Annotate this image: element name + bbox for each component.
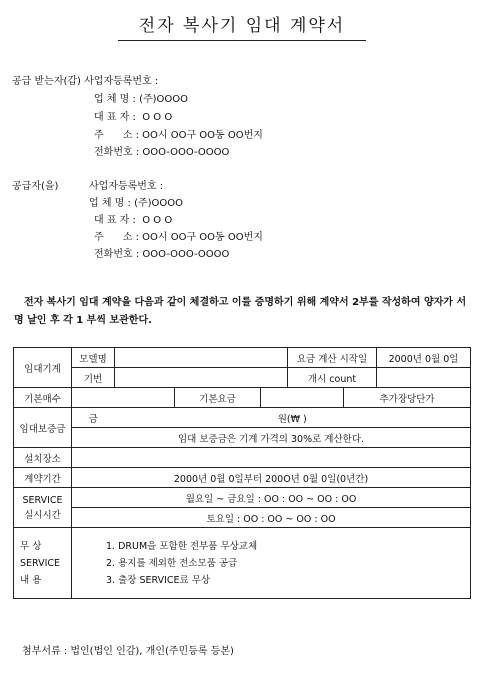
free-service-items	[72, 528, 471, 599]
document-title: 전자 복사기 임대 계약서	[118, 11, 366, 41]
saturday-hours: 토요일 : OO : OO ~ OO : OO	[72, 508, 471, 528]
attachments-note: 첨부서류 : 법인(법인 인감), 개인(주민등록 등본)	[22, 646, 234, 657]
free-service-label	[14, 528, 72, 599]
model-name-value[interactable]	[115, 348, 288, 368]
deposit-amount-value[interactable]: 원(₩ )	[115, 408, 471, 428]
service-hours-label	[14, 488, 72, 528]
supplier-heading-label: 공급자(을)	[12, 181, 59, 192]
contract-table	[13, 347, 471, 599]
supplier-address: 주 소 : OO시 OO구 OO동 OO번지	[94, 232, 263, 243]
extra-unit-price-label: 추가장당단가	[344, 388, 471, 408]
base-fee-label: 기본요금	[175, 388, 261, 408]
service-hours-label-line2: 실시시간	[24, 509, 61, 521]
unit-number-label: 기번	[72, 368, 115, 388]
supplier-phone: 전화번호 : OOO-OOO-OOOO	[94, 249, 230, 260]
deposit-amount-label: 금	[72, 408, 115, 428]
free-service-label-line3: 내 용	[20, 574, 42, 586]
supplier-company: 업 체 명 : (주)OOOO	[89, 198, 184, 209]
deposit-label: 임대보증금	[14, 408, 72, 448]
weekday-hours: 월요일 ~ 금요일 : OO : OO ~ OO : OO	[72, 488, 471, 508]
base-sheets-value[interactable]	[72, 388, 175, 408]
start-count-value[interactable]	[377, 368, 471, 388]
supplier-representative: 대 표 자 : O O O	[94, 215, 173, 226]
base-fee-value[interactable]	[261, 388, 344, 408]
rental-machine-label: 임대기계	[14, 348, 72, 388]
start-count-label: 개시 count	[288, 368, 377, 388]
free-service-item-2: 2. 용지를 제외한 전소모품 공급	[106, 557, 238, 569]
billing-start-label: 요금 계산 시작일	[288, 348, 377, 368]
contract-intro: 전자 복사기 임대 계약을 다음과 같이 체결하고 이를 증명하기 위해 계약서 2부를 작성하여 양자가 서명 날인 후 각 1 부씩 보관한다.	[14, 297, 467, 326]
contract-period-label: 계약기간	[14, 468, 72, 488]
lessee-company: 업 체 명 : (주)OOOO	[94, 94, 189, 105]
free-service-label-line2: SERVICE	[20, 557, 61, 569]
lessee-address: 주 소 : OO시 OO구 OO동 OO번지	[94, 130, 263, 141]
contract-period-value[interactable]: 2000년 0월 0일부터 200O년 0월 0일(0년간)	[72, 468, 471, 488]
service-hours-label-line1: SERVICE	[22, 494, 63, 506]
deposit-note: 임대 보증금은 기계 가격의 30%로 계산한다.	[72, 428, 471, 448]
lessee-phone: 전화번호 : OOO-OOO-OOOO	[94, 147, 230, 158]
free-service-label-line1: 무 상	[20, 540, 42, 552]
base-sheets-label: 기본매수	[14, 388, 72, 408]
lessee-heading: 공급 받는자(갑) 사업자등록번호 :	[12, 76, 159, 87]
supplier-heading-value: 사업자등록번호 :	[89, 181, 164, 192]
install-place-value[interactable]	[72, 448, 471, 468]
billing-start-value[interactable]: 2000년 0월 0일	[377, 348, 471, 368]
install-place-label: 설치장소	[14, 448, 72, 468]
free-service-item-1: 1. DRUM을 포함한 전부품 무상교체	[106, 540, 258, 552]
free-service-item-3: 3. 출장 SERVICE료 무상	[106, 574, 211, 586]
unit-number-value[interactable]	[115, 368, 288, 388]
lessee-representative: 대 표 자 : O O O	[94, 112, 173, 123]
model-name-label: 모델명	[72, 348, 115, 368]
